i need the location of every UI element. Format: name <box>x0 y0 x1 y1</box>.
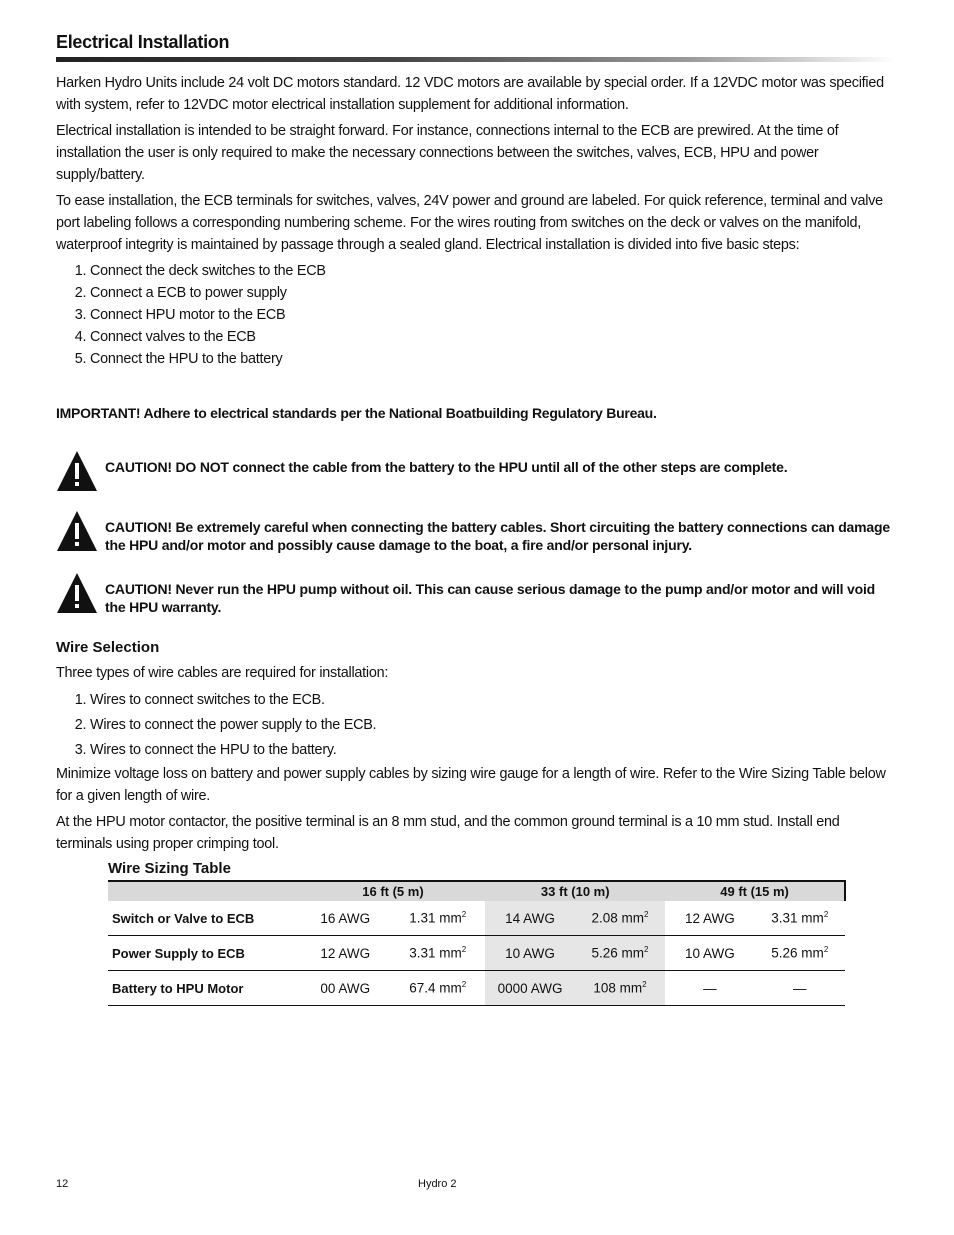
row-label: Power Supply to ECB <box>108 936 301 971</box>
table-cell: 10 AWG <box>485 936 574 971</box>
caution-text: CAUTION! Be extremely careful when connecting the battery cables. Short circuiting the battery connections can damage the HPU and/or motor and possibly cause damage to the boat, a fire and/or personal injury. <box>105 519 890 553</box>
table-cell: 3.31 $mm^2$ <box>755 901 845 936</box>
table-cell: 14 AWG <box>485 901 574 936</box>
table-row <box>108 936 845 971</box>
table-header-cell: 16 ft (5 m) <box>301 881 486 901</box>
document-name: Hydro 2 <box>418 1178 457 1190</box>
table-cell: 5.26 $mm^2$ <box>755 936 845 971</box>
wire-selection-paragraph-1: Minimize voltage loss on battery and power supply cables by sizing wire gauge for a length of wire. Refer to the Wire Sizing Table below for a given length of wire. <box>56 766 886 804</box>
step-item: 5. Connect the HPU to the battery <box>90 348 896 370</box>
wire-selection-intro: Three types of wire cables are required for installation: <box>56 665 389 681</box>
table-cell: 12 AWG <box>665 901 754 936</box>
caution-text: CAUTION! DO NOT connect the cable from the battery to the HPU until all of the other steps are complete. <box>105 459 788 475</box>
intro-paragraph-1: Harken Hydro Units include 24 volt DC motors standard. 12 VDC motors are available by special order. If a 12VDC motor was specified with system, refer to 12VDC motor electrical installation supplement for additional information. <box>56 75 884 113</box>
page-number: 12 <box>56 1178 69 1190</box>
table-header-blank <box>108 881 301 901</box>
wire-selection-paragraph-2: At the HPU motor contactor, the positive terminal is an 8 mm stud, and the common ground terminal is a 10 mm stud. Install end terminals using proper crimping tool. <box>56 814 840 852</box>
page-title: Electrical Installation <box>56 32 230 52</box>
caution-block <box>56 458 896 492</box>
caution-block <box>56 580 896 616</box>
wire-types-list <box>56 688 896 763</box>
table-header-cell: 33 ft (10 m) <box>485 881 665 901</box>
table-cell: 00 AWG <box>301 971 390 1006</box>
caution-block <box>56 518 896 554</box>
table-cell: — <box>665 971 754 1006</box>
step-item: 4. Connect valves to the ECB <box>90 326 896 348</box>
table-cell: 5.26 $mm^2$ <box>575 936 665 971</box>
warning-triangle-icon <box>56 450 98 492</box>
wire-type-item: 1. Wires to connect switches to the ECB. <box>90 688 896 713</box>
wire-sizing-table <box>108 880 846 1006</box>
table-row <box>108 971 845 1006</box>
step-item: 2. Connect a ECB to power supply <box>90 282 896 304</box>
wire-sizing-table-section <box>108 858 846 1006</box>
intro-paragraph-3: To ease installation, the ECB terminals for switches, valves, 24V power and ground are labeled. For quick reference, terminal and valve port labeling follows a corresponding numbering scheme. For the wires routing from switches on the deck or valves on the manifold, waterproof integrity is maintained by passage through a sealed gland. Electrical installation is divided into five basic steps: <box>56 193 883 253</box>
table-cell: — <box>755 971 845 1006</box>
row-label: Switch or Valve to ECB <box>108 901 301 936</box>
intro-paragraph-2: Electrical installation is intended to be straight forward. For instance, connections internal to the ECB are prewired. At the time of installation the user is only required to make the necessary connections between the switches, valves, ECB, HPU and power supply/battery. <box>56 123 839 183</box>
wire-type-item: 2. Wires to connect the power supply to the ECB. <box>90 713 896 738</box>
table-cell: 2.08 $mm^2$ <box>575 901 665 936</box>
row-label: Battery to HPU Motor <box>108 971 301 1006</box>
table-cell: 0000 AWG <box>485 971 574 1006</box>
table-cell: 16 AWG <box>301 901 390 936</box>
page-content <box>56 30 896 859</box>
title-rule <box>56 57 896 62</box>
wire-type-item: 3. Wires to connect the HPU to the battery. <box>90 738 896 763</box>
step-item: 3. Connect HPU motor to the ECB <box>90 304 896 326</box>
table-cell: 10 AWG <box>665 936 754 971</box>
table-title: Wire Sizing Table <box>108 860 231 877</box>
table-cell: 12 AWG <box>301 936 390 971</box>
important-notice: IMPORTANT! Adhere to electrical standards per the National Boatbuilding Regulatory Bureau. <box>56 405 657 421</box>
wire-selection-heading: Wire Selection <box>56 639 160 656</box>
table-cell: 108 $mm^2$ <box>575 971 665 1006</box>
table-header-cell: 49 ft (15 m) <box>665 881 845 901</box>
warning-triangle-icon <box>56 572 98 614</box>
table-row <box>108 901 845 936</box>
warning-triangle-icon <box>56 510 98 552</box>
steps-list <box>56 260 896 370</box>
caution-text: CAUTION! Never run the HPU pump without oil. This can cause serious damage to the pump and/or motor and will void the HPU warranty. <box>105 581 876 615</box>
step-item: 1. Connect the deck switches to the ECB <box>90 260 896 282</box>
table-header-row <box>108 881 845 901</box>
table-cell: 3.31 $mm^2$ <box>390 936 485 971</box>
table-cell: 67.4 $mm^2$ <box>390 971 485 1006</box>
table-cell: 1.31 $mm^2$ <box>390 901 485 936</box>
